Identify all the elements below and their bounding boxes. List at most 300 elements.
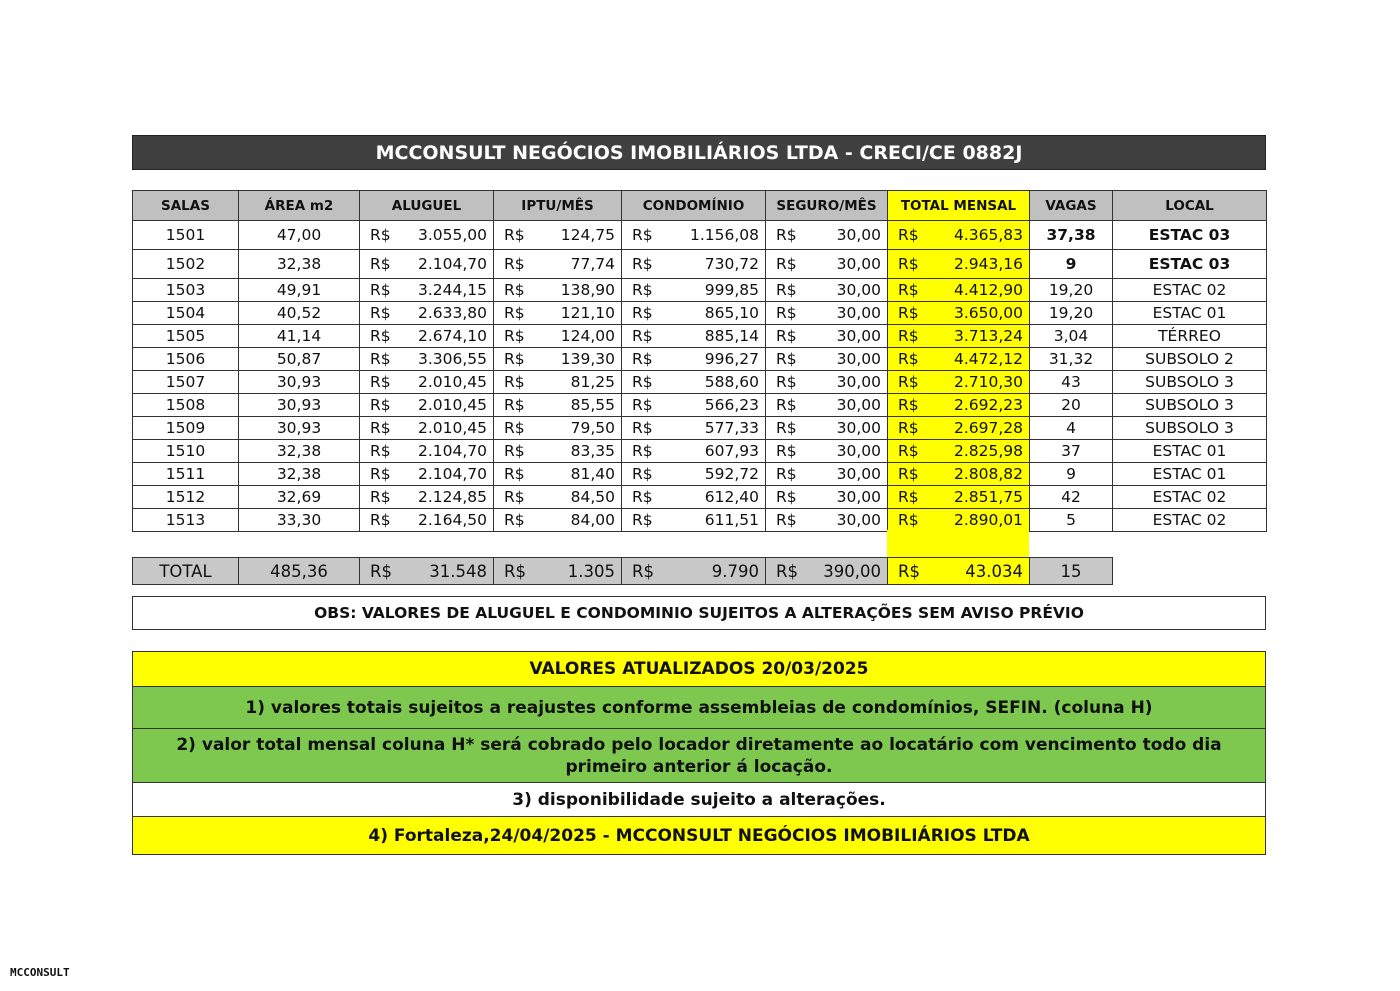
- currency-symbol: R$: [504, 304, 525, 322]
- rooms-table: [132, 190, 1267, 532]
- cell-aluguel-value: 3.244,15: [417, 281, 487, 299]
- currency-symbol: R$: [370, 396, 391, 414]
- total-iptu-value: 1.305: [567, 561, 615, 581]
- cell-total: [888, 463, 1030, 486]
- cell-total: [888, 279, 1030, 302]
- total-column-gap: [887, 530, 1029, 557]
- cell-iptu-value: 83,35: [570, 442, 615, 460]
- cell-seguro-value: 30,00: [836, 419, 881, 437]
- cell-condominio-value: 592,72: [704, 465, 759, 483]
- currency-symbol: R$: [898, 255, 919, 273]
- cell-condominio: [622, 394, 766, 417]
- currency-symbol: R$: [776, 419, 797, 437]
- currency-symbol: R$: [632, 419, 653, 437]
- cell-area: 30,93: [239, 394, 360, 417]
- currency-symbol: R$: [632, 511, 653, 529]
- currency-symbol: R$: [776, 327, 797, 345]
- cell-sala: 1503: [133, 279, 239, 302]
- currency-symbol: R$: [632, 442, 653, 460]
- cell-total-value: 4.472,12: [953, 350, 1023, 368]
- currency-symbol: R$: [370, 465, 391, 483]
- currency-symbol: R$: [504, 327, 525, 345]
- currency-symbol: R$: [632, 350, 653, 368]
- header-aluguel: ALUGUEL: [360, 191, 494, 221]
- header-area: ÁREA m2: [239, 191, 360, 221]
- header-vagas: VAGAS: [1030, 191, 1113, 221]
- total-seguro: [766, 558, 888, 585]
- cell-seguro: [766, 417, 888, 440]
- cell-condominio: [622, 348, 766, 371]
- currency-symbol: R$: [898, 561, 920, 581]
- currency-symbol: R$: [776, 350, 797, 368]
- currency-symbol: R$: [898, 226, 919, 244]
- currency-symbol: R$: [370, 442, 391, 460]
- cell-area: 49,91: [239, 279, 360, 302]
- cell-iptu: [494, 325, 622, 348]
- currency-symbol: R$: [898, 488, 919, 506]
- cell-total: [888, 394, 1030, 417]
- header-total-mensal: TOTAL MENSAL: [888, 191, 1030, 221]
- cell-seguro-value: 30,00: [836, 442, 881, 460]
- cell-seguro-value: 30,00: [836, 465, 881, 483]
- cell-aluguel: [360, 221, 494, 250]
- cell-total-value: 2.890,01: [953, 511, 1023, 529]
- currency-symbol: R$: [370, 281, 391, 299]
- cell-condominio-value: 865,10: [704, 304, 759, 322]
- cell-condominio: [622, 371, 766, 394]
- total-seguro-value: 390,00: [823, 561, 881, 581]
- cell-sala: 1513: [133, 509, 239, 532]
- header-seguro: SEGURO/MÊS: [766, 191, 888, 221]
- currency-symbol: R$: [776, 281, 797, 299]
- cell-vagas: 4: [1030, 417, 1113, 440]
- cell-sala: 1506: [133, 348, 239, 371]
- currency-symbol: R$: [776, 465, 797, 483]
- cell-seguro-value: 30,00: [836, 327, 881, 345]
- cell-iptu-value: 81,40: [570, 465, 615, 483]
- currency-symbol: R$: [504, 373, 525, 391]
- currency-symbol: R$: [504, 488, 525, 506]
- cell-iptu: [494, 250, 622, 279]
- cell-total: [888, 486, 1030, 509]
- currency-symbol: R$: [898, 511, 919, 529]
- cell-seguro-value: 30,00: [836, 226, 881, 244]
- currency-symbol: R$: [632, 327, 653, 345]
- cell-iptu: [494, 509, 622, 532]
- currency-symbol: R$: [776, 561, 798, 581]
- cell-iptu-value: 121,10: [560, 304, 615, 322]
- currency-symbol: R$: [898, 442, 919, 460]
- currency-symbol: R$: [504, 442, 525, 460]
- currency-symbol: R$: [370, 373, 391, 391]
- cell-aluguel: [360, 463, 494, 486]
- cell-aluguel: [360, 279, 494, 302]
- total-aluguel: [360, 558, 494, 585]
- cell-area: 32,69: [239, 486, 360, 509]
- cell-area: 41,14: [239, 325, 360, 348]
- cell-aluguel-value: 2.164,50: [417, 511, 487, 529]
- cell-seguro-value: 30,00: [836, 396, 881, 414]
- cell-area: 47,00: [239, 221, 360, 250]
- cell-area: 32,38: [239, 440, 360, 463]
- currency-symbol: R$: [776, 373, 797, 391]
- cell-seguro: [766, 486, 888, 509]
- total-condominio: [622, 558, 766, 585]
- cell-local: SUBSOLO 2: [1113, 348, 1267, 371]
- cell-total-value: 2.851,75: [953, 488, 1023, 506]
- cell-iptu-value: 79,50: [570, 419, 615, 437]
- cell-aluguel: [360, 250, 494, 279]
- table-row: [133, 221, 1267, 250]
- total-iptu: [494, 558, 622, 585]
- cell-iptu: [494, 348, 622, 371]
- table-row: [133, 348, 1267, 371]
- currency-symbol: R$: [632, 304, 653, 322]
- cell-aluguel-value: 2.124,85: [417, 488, 487, 506]
- cell-seguro: [766, 302, 888, 325]
- cell-total: [888, 348, 1030, 371]
- note-2: 2) valor total mensal coluna H* será cobrado pelo locador diretamente ao locatário com vencimento todo dia primeiro anterior á locação.: [132, 729, 1266, 783]
- total-label: TOTAL: [133, 558, 239, 585]
- cell-area: 32,38: [239, 250, 360, 279]
- cell-seguro-value: 30,00: [836, 281, 881, 299]
- cell-vagas: 42: [1030, 486, 1113, 509]
- cell-total-value: 4.412,90: [953, 281, 1023, 299]
- currency-symbol: R$: [776, 396, 797, 414]
- cell-seguro: [766, 509, 888, 532]
- notes-block: [132, 651, 1266, 855]
- cell-area: 33,30: [239, 509, 360, 532]
- cell-aluguel-value: 3.306,55: [417, 350, 487, 368]
- cell-aluguel: [360, 417, 494, 440]
- cell-iptu: [494, 417, 622, 440]
- cell-local: ESTAC 02: [1113, 509, 1267, 532]
- cell-vagas: 9: [1030, 250, 1113, 279]
- table-row: [133, 371, 1267, 394]
- currency-symbol: R$: [776, 488, 797, 506]
- cell-seguro: [766, 371, 888, 394]
- cell-vagas: 5: [1030, 509, 1113, 532]
- cell-vagas: 37,38: [1030, 221, 1113, 250]
- cell-vagas: 3,04: [1030, 325, 1113, 348]
- cell-iptu-value: 84,50: [570, 488, 615, 506]
- cell-local: ESTAC 01: [1113, 440, 1267, 463]
- currency-symbol: R$: [632, 465, 653, 483]
- cell-total-value: 4.365,83: [953, 226, 1023, 244]
- cell-condominio: [622, 279, 766, 302]
- cell-iptu-value: 124,75: [560, 226, 615, 244]
- cell-sala: 1510: [133, 440, 239, 463]
- table-row: [133, 394, 1267, 417]
- note-4: 4) Fortaleza,24/04/2025 - MCCONSULT NEGÓCIOS IMOBILIÁRIOS LTDA: [132, 817, 1266, 855]
- table-body: [133, 221, 1267, 532]
- cell-condominio: [622, 486, 766, 509]
- currency-symbol: R$: [776, 442, 797, 460]
- table-row: [133, 417, 1267, 440]
- cell-total-value: 2.710,30: [953, 373, 1023, 391]
- currency-symbol: R$: [898, 327, 919, 345]
- cell-aluguel-value: 2.104,70: [417, 255, 487, 273]
- cell-total-value: 2.808,82: [953, 465, 1023, 483]
- currency-symbol: R$: [504, 465, 525, 483]
- currency-symbol: R$: [632, 281, 653, 299]
- currency-symbol: R$: [370, 255, 391, 273]
- cell-sala: 1508: [133, 394, 239, 417]
- cell-aluguel: [360, 302, 494, 325]
- currency-symbol: R$: [898, 465, 919, 483]
- cell-aluguel: [360, 325, 494, 348]
- total-mensal-value: 43.034: [965, 561, 1023, 581]
- cell-iptu: [494, 463, 622, 486]
- currency-symbol: R$: [898, 281, 919, 299]
- cell-iptu-value: 84,00: [570, 511, 615, 529]
- cell-aluguel-value: 2.633,80: [417, 304, 487, 322]
- cell-condominio-value: 1.156,08: [689, 226, 759, 244]
- cell-total-value: 3.650,00: [953, 304, 1023, 322]
- cell-aluguel: [360, 440, 494, 463]
- cell-total-value: 2.943,16: [953, 255, 1023, 273]
- cell-local: SUBSOLO 3: [1113, 394, 1267, 417]
- header-condominio: CONDOMÍNIO: [622, 191, 766, 221]
- header-local: LOCAL: [1113, 191, 1267, 221]
- cell-local: ESTAC 03: [1113, 221, 1267, 250]
- cell-total-value: 2.825,98: [953, 442, 1023, 460]
- cell-total: [888, 509, 1030, 532]
- cell-area: 40,52: [239, 302, 360, 325]
- cell-seguro: [766, 325, 888, 348]
- currency-symbol: R$: [632, 255, 653, 273]
- cell-condominio: [622, 509, 766, 532]
- cell-iptu: [494, 371, 622, 394]
- header-iptu: IPTU/MÊS: [494, 191, 622, 221]
- currency-symbol: R$: [504, 419, 525, 437]
- cell-sala: 1502: [133, 250, 239, 279]
- cell-condominio-value: 996,27: [704, 350, 759, 368]
- cell-total: [888, 302, 1030, 325]
- cell-sala: 1504: [133, 302, 239, 325]
- cell-local: ESTAC 03: [1113, 250, 1267, 279]
- cell-total: [888, 325, 1030, 348]
- totals-row: [133, 558, 1113, 585]
- cell-condominio-value: 577,33: [704, 419, 759, 437]
- currency-symbol: R$: [776, 255, 797, 273]
- document-title: MCCONSULT NEGÓCIOS IMOBILIÁRIOS LTDA - CRECI/CE 0882J: [132, 135, 1266, 170]
- cell-total-value: 2.692,23: [953, 396, 1023, 414]
- currency-symbol: R$: [632, 488, 653, 506]
- currency-symbol: R$: [632, 226, 653, 244]
- cell-condominio: [622, 325, 766, 348]
- cell-condominio: [622, 302, 766, 325]
- cell-iptu-value: 77,74: [570, 255, 615, 273]
- table-row: [133, 302, 1267, 325]
- table-header-row: [133, 191, 1267, 221]
- cell-condominio-value: 885,14: [704, 327, 759, 345]
- currency-symbol: R$: [370, 226, 391, 244]
- table-row: [133, 509, 1267, 532]
- cell-iptu-value: 124,00: [560, 327, 615, 345]
- cell-aluguel-value: 2.010,45: [417, 419, 487, 437]
- currency-symbol: R$: [504, 226, 525, 244]
- cell-seguro: [766, 279, 888, 302]
- cell-aluguel-value: 2.010,45: [417, 373, 487, 391]
- currency-symbol: R$: [370, 511, 391, 529]
- cell-total-value: 2.697,28: [953, 419, 1023, 437]
- cell-total: [888, 440, 1030, 463]
- cell-iptu: [494, 279, 622, 302]
- currency-symbol: R$: [504, 396, 525, 414]
- total-aluguel-value: 31.548: [429, 561, 487, 581]
- table-row: [133, 440, 1267, 463]
- cell-seguro: [766, 463, 888, 486]
- cell-iptu-value: 81,25: [570, 373, 615, 391]
- currency-symbol: R$: [370, 419, 391, 437]
- cell-aluguel: [360, 394, 494, 417]
- cell-vagas: 43: [1030, 371, 1113, 394]
- cell-aluguel: [360, 371, 494, 394]
- cell-condominio: [622, 250, 766, 279]
- currency-symbol: R$: [504, 561, 526, 581]
- cell-seguro-value: 30,00: [836, 255, 881, 273]
- currency-symbol: R$: [504, 281, 525, 299]
- cell-seguro: [766, 394, 888, 417]
- currency-symbol: R$: [898, 396, 919, 414]
- total-area: 485,36: [239, 558, 360, 585]
- table-row: [133, 486, 1267, 509]
- cell-local: ESTAC 02: [1113, 486, 1267, 509]
- cell-local: ESTAC 01: [1113, 463, 1267, 486]
- currency-symbol: R$: [898, 373, 919, 391]
- currency-symbol: R$: [632, 373, 653, 391]
- cell-condominio-value: 611,51: [704, 511, 759, 529]
- cell-seguro-value: 30,00: [836, 304, 881, 322]
- cell-seguro-value: 30,00: [836, 488, 881, 506]
- header-salas: SALAS: [133, 191, 239, 221]
- currency-symbol: R$: [632, 561, 654, 581]
- currency-symbol: R$: [370, 350, 391, 368]
- cell-seguro-value: 30,00: [836, 350, 881, 368]
- cell-local: ESTAC 02: [1113, 279, 1267, 302]
- cell-iptu: [494, 302, 622, 325]
- total-vagas: 15: [1030, 558, 1113, 585]
- table-row: [133, 250, 1267, 279]
- currency-symbol: R$: [370, 304, 391, 322]
- table-row: [133, 463, 1267, 486]
- note-1: 1) valores totais sujeitos a reajustes conforme assembleias de condomínios, SEFIN. (coluna H): [132, 687, 1266, 729]
- cell-aluguel: [360, 486, 494, 509]
- cell-condominio: [622, 440, 766, 463]
- cell-total: [888, 417, 1030, 440]
- currency-symbol: R$: [776, 511, 797, 529]
- cell-vagas: 31,32: [1030, 348, 1113, 371]
- cell-condominio-value: 730,72: [704, 255, 759, 273]
- currency-symbol: R$: [370, 488, 391, 506]
- currency-symbol: R$: [898, 304, 919, 322]
- cell-condominio-value: 999,85: [704, 281, 759, 299]
- totals-table: [132, 557, 1113, 585]
- obs-notice: OBS: VALORES DE ALUGUEL E CONDOMINIO SUJEITOS A ALTERAÇÕES SEM AVISO PRÉVIO: [132, 596, 1266, 630]
- currency-symbol: R$: [504, 511, 525, 529]
- cell-vagas: 19,20: [1030, 302, 1113, 325]
- cell-condominio: [622, 417, 766, 440]
- cell-iptu-value: 138,90: [560, 281, 615, 299]
- cell-iptu: [494, 221, 622, 250]
- cell-aluguel-value: 2.010,45: [417, 396, 487, 414]
- cell-sala: 1511: [133, 463, 239, 486]
- cell-local: SUBSOLO 3: [1113, 371, 1267, 394]
- cell-iptu: [494, 440, 622, 463]
- cell-aluguel-value: 2.104,70: [417, 465, 487, 483]
- cell-area: 30,93: [239, 417, 360, 440]
- note-updated-values: VALORES ATUALIZADOS 20/03/2025: [132, 651, 1266, 687]
- cell-vagas: 9: [1030, 463, 1113, 486]
- cell-condominio: [622, 463, 766, 486]
- cell-total-value: 3.713,24: [953, 327, 1023, 345]
- cell-seguro: [766, 221, 888, 250]
- cell-sala: 1501: [133, 221, 239, 250]
- cell-total: [888, 221, 1030, 250]
- cell-iptu: [494, 486, 622, 509]
- cell-local: SUBSOLO 3: [1113, 417, 1267, 440]
- cell-total: [888, 250, 1030, 279]
- cell-iptu: [494, 394, 622, 417]
- cell-aluguel-value: 3.055,00: [417, 226, 487, 244]
- cell-area: 50,87: [239, 348, 360, 371]
- cell-aluguel: [360, 348, 494, 371]
- table-row: [133, 279, 1267, 302]
- cell-total: [888, 371, 1030, 394]
- cell-vagas: 19,20: [1030, 279, 1113, 302]
- cell-condominio: [622, 221, 766, 250]
- cell-aluguel-value: 2.104,70: [417, 442, 487, 460]
- cell-area: 30,93: [239, 371, 360, 394]
- currency-symbol: R$: [898, 350, 919, 368]
- currency-symbol: R$: [776, 304, 797, 322]
- cell-aluguel-value: 2.674,10: [417, 327, 487, 345]
- cell-local: TÉRREO: [1113, 325, 1267, 348]
- cell-condominio-value: 607,93: [704, 442, 759, 460]
- currency-symbol: R$: [370, 327, 391, 345]
- cell-iptu-value: 85,55: [570, 396, 615, 414]
- cell-sala: 1509: [133, 417, 239, 440]
- cell-condominio-value: 588,60: [704, 373, 759, 391]
- currency-symbol: R$: [504, 255, 525, 273]
- currency-symbol: R$: [776, 226, 797, 244]
- currency-symbol: R$: [370, 561, 392, 581]
- table-row: [133, 325, 1267, 348]
- cell-seguro-value: 30,00: [836, 511, 881, 529]
- currency-symbol: R$: [632, 396, 653, 414]
- cell-seguro: [766, 348, 888, 371]
- cell-vagas: 37: [1030, 440, 1113, 463]
- cell-seguro: [766, 250, 888, 279]
- cell-sala: 1512: [133, 486, 239, 509]
- cell-condominio-value: 566,23: [704, 396, 759, 414]
- cell-vagas: 20: [1030, 394, 1113, 417]
- cell-sala: 1505: [133, 325, 239, 348]
- footer-watermark: MCCONSULT: [10, 966, 70, 979]
- cell-area: 32,38: [239, 463, 360, 486]
- cell-local: ESTAC 01: [1113, 302, 1267, 325]
- currency-symbol: R$: [898, 419, 919, 437]
- cell-seguro-value: 30,00: [836, 373, 881, 391]
- cell-iptu-value: 139,30: [560, 350, 615, 368]
- total-condominio-value: 9.790: [711, 561, 759, 581]
- cell-seguro: [766, 440, 888, 463]
- cell-condominio-value: 612,40: [704, 488, 759, 506]
- note-3: 3) disponibilidade sujeito a alterações.: [132, 783, 1266, 817]
- currency-symbol: R$: [504, 350, 525, 368]
- total-mensal: [888, 558, 1030, 585]
